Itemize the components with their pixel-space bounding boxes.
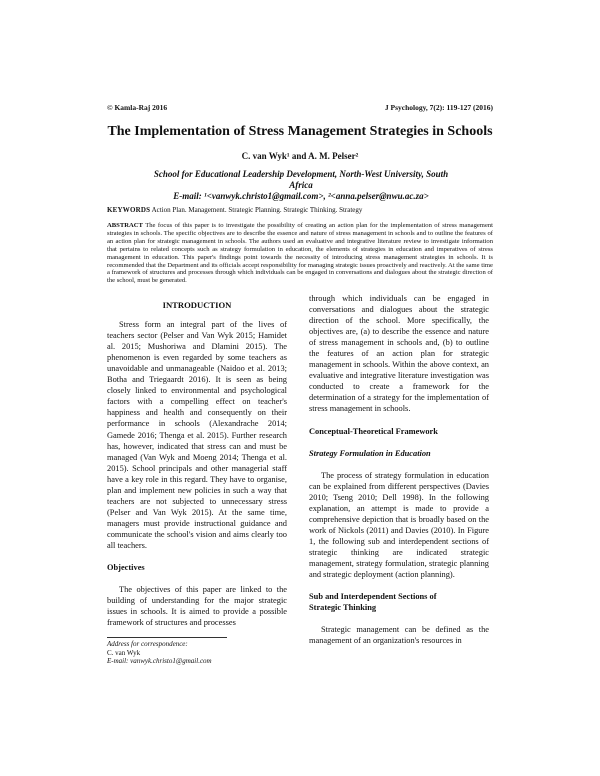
abstract-text: The focus of this paper is to investigate the possibility of creating an action plan for the implementation of stress management strategies in schools. The specific objectives are to describe the essence and nature of stress management in schools and to outline the features of an action plan for strategic management in schools. The authors used an evaluative and integrative literature review to investigate information that pertains to related concepts such as strategy formulation in education, the elements of strategies in education and imperatives of stress management in education. This paper's findings point towards the necessity of introducing stress management strategies in schools. It is recommended that the Department and its officials accept responsibility for managing strategic issues proactively and reactively. At the same time a framework of structures and processes through which individuals can be engaged in conversations and dialogues about the strategic direction of the school, must be generated. [107, 222, 493, 285]
introduction-paragraph: Stress form an integral part of the lives of teachers sector (Pelser and Van Wyk 2015; Hamidet al. 2015; Mushoriwa and Dlamini 2015). The phenomenon is even regarded by some teachers as unavoidable and unmanageable (Naidoo et al. 2013; Botha and Triegaardt 2016). It is seen as being closely linked to environmental and psychological factors with a compelling effect on teacher's happiness and health and consequently on their performance in schools (Alexandrache 2014; Gamede 2016; Thenga et al. 2015). Further research has, however, indicated that stress can and must be managed (Van Wyk and Moeng 2014; Thenga et al. 2015). School principals and other managerial staff have a key role in this regard. They have to organise, plan and implement new policies in such a way that teachers are not subjected to unnecessary stress (Pelser and Van Wyk 2015). At the same time, managers must provide instructional guidance and communicate the school's vision and aims clearly too all teachers. [107, 320, 287, 550]
abstract-label: ABSTRACT [107, 222, 143, 229]
section-heading-objectives: Objectives [107, 563, 145, 573]
footnote-label: Address for correspondence: [107, 640, 188, 648]
strategy-paragraph: The process of strategy formulation in education can be explained from different perspectives (Davies 2010; Tseng 2010; Dell 1998). In the following explanation, an attempt is made to provide a comprehensive depiction that is broadly based on the work of Nickols (2011) and Davies (2010). In Figure 1, the following sub and interdependent sections of strategic thinking are indicated strategic management, strategy formulation, strategic planning and strategic deployment (action planning). [309, 470, 489, 580]
right-column [309, 293, 489, 646]
keywords-text: Action Plan. Management. Strategic Planning. Strategic Thinking. Strategy [151, 206, 363, 214]
strategic-management-paragraph: Strategic management can be defined as the management of an organization's resources in [309, 625, 489, 646]
left-column [107, 300, 287, 628]
affiliation-institution: School for Educational Leadership Development, North-West University, South Africa [153, 169, 449, 190]
subsection-heading-sub-interdependent: Sub and Interdependent Sections of Strategic Thinking [309, 592, 437, 613]
affiliation-block [150, 169, 452, 202]
section-heading-introduction: INTRODUCTION [162, 300, 232, 310]
subsection-heading-strategy: Strategy Formulation in Education [309, 448, 431, 458]
footnote-divider [107, 637, 227, 638]
keywords-line [107, 206, 493, 215]
objectives-paragraph: The objectives of this paper are linked to the building of understanding for the major strategic issues in schools. It is aimed to provide a possible framework of structures and processes [107, 585, 287, 628]
objectives-continuation: through which individuals can be engaged in conversations and dialogues about the strategic direction of the school. More specifically, the objectives are, (a) to describe the essence and nature of stress management in schools and, (b) to outline the features of an action plan for strategic management in schools. Within the above context, an evaluative and integrative literature investigation was conducted to create a framework for the determination of a strategy for the implementation of stress management in schools. [309, 294, 489, 414]
section-heading-framework: Conceptual-Theoretical Framework [309, 426, 438, 436]
affiliation-email: E-mail: ¹<vanwyk.christo1@gmail.com>, ²<anna.pelser@nwu.ac.za> [173, 191, 429, 201]
paper-authors: C. van Wyk¹ and A. M. Pelser² [241, 151, 359, 161]
journal-copyright: © Kamla-Raj 2016 [107, 103, 168, 112]
footnote-email: E-mail: vanwyk.christo1@gmail.com [107, 657, 212, 666]
correspondence-footnote [107, 640, 287, 666]
footnote-name: C. van Wyk [107, 648, 141, 657]
journal-citation: J Psychology, 7(2): 119-127 (2016) [384, 103, 493, 112]
abstract-block [107, 222, 493, 285]
paper-title: The Implementation of Stress Management Strategies in Schools [107, 124, 493, 139]
keywords-label: KEYWORDS [107, 206, 151, 214]
